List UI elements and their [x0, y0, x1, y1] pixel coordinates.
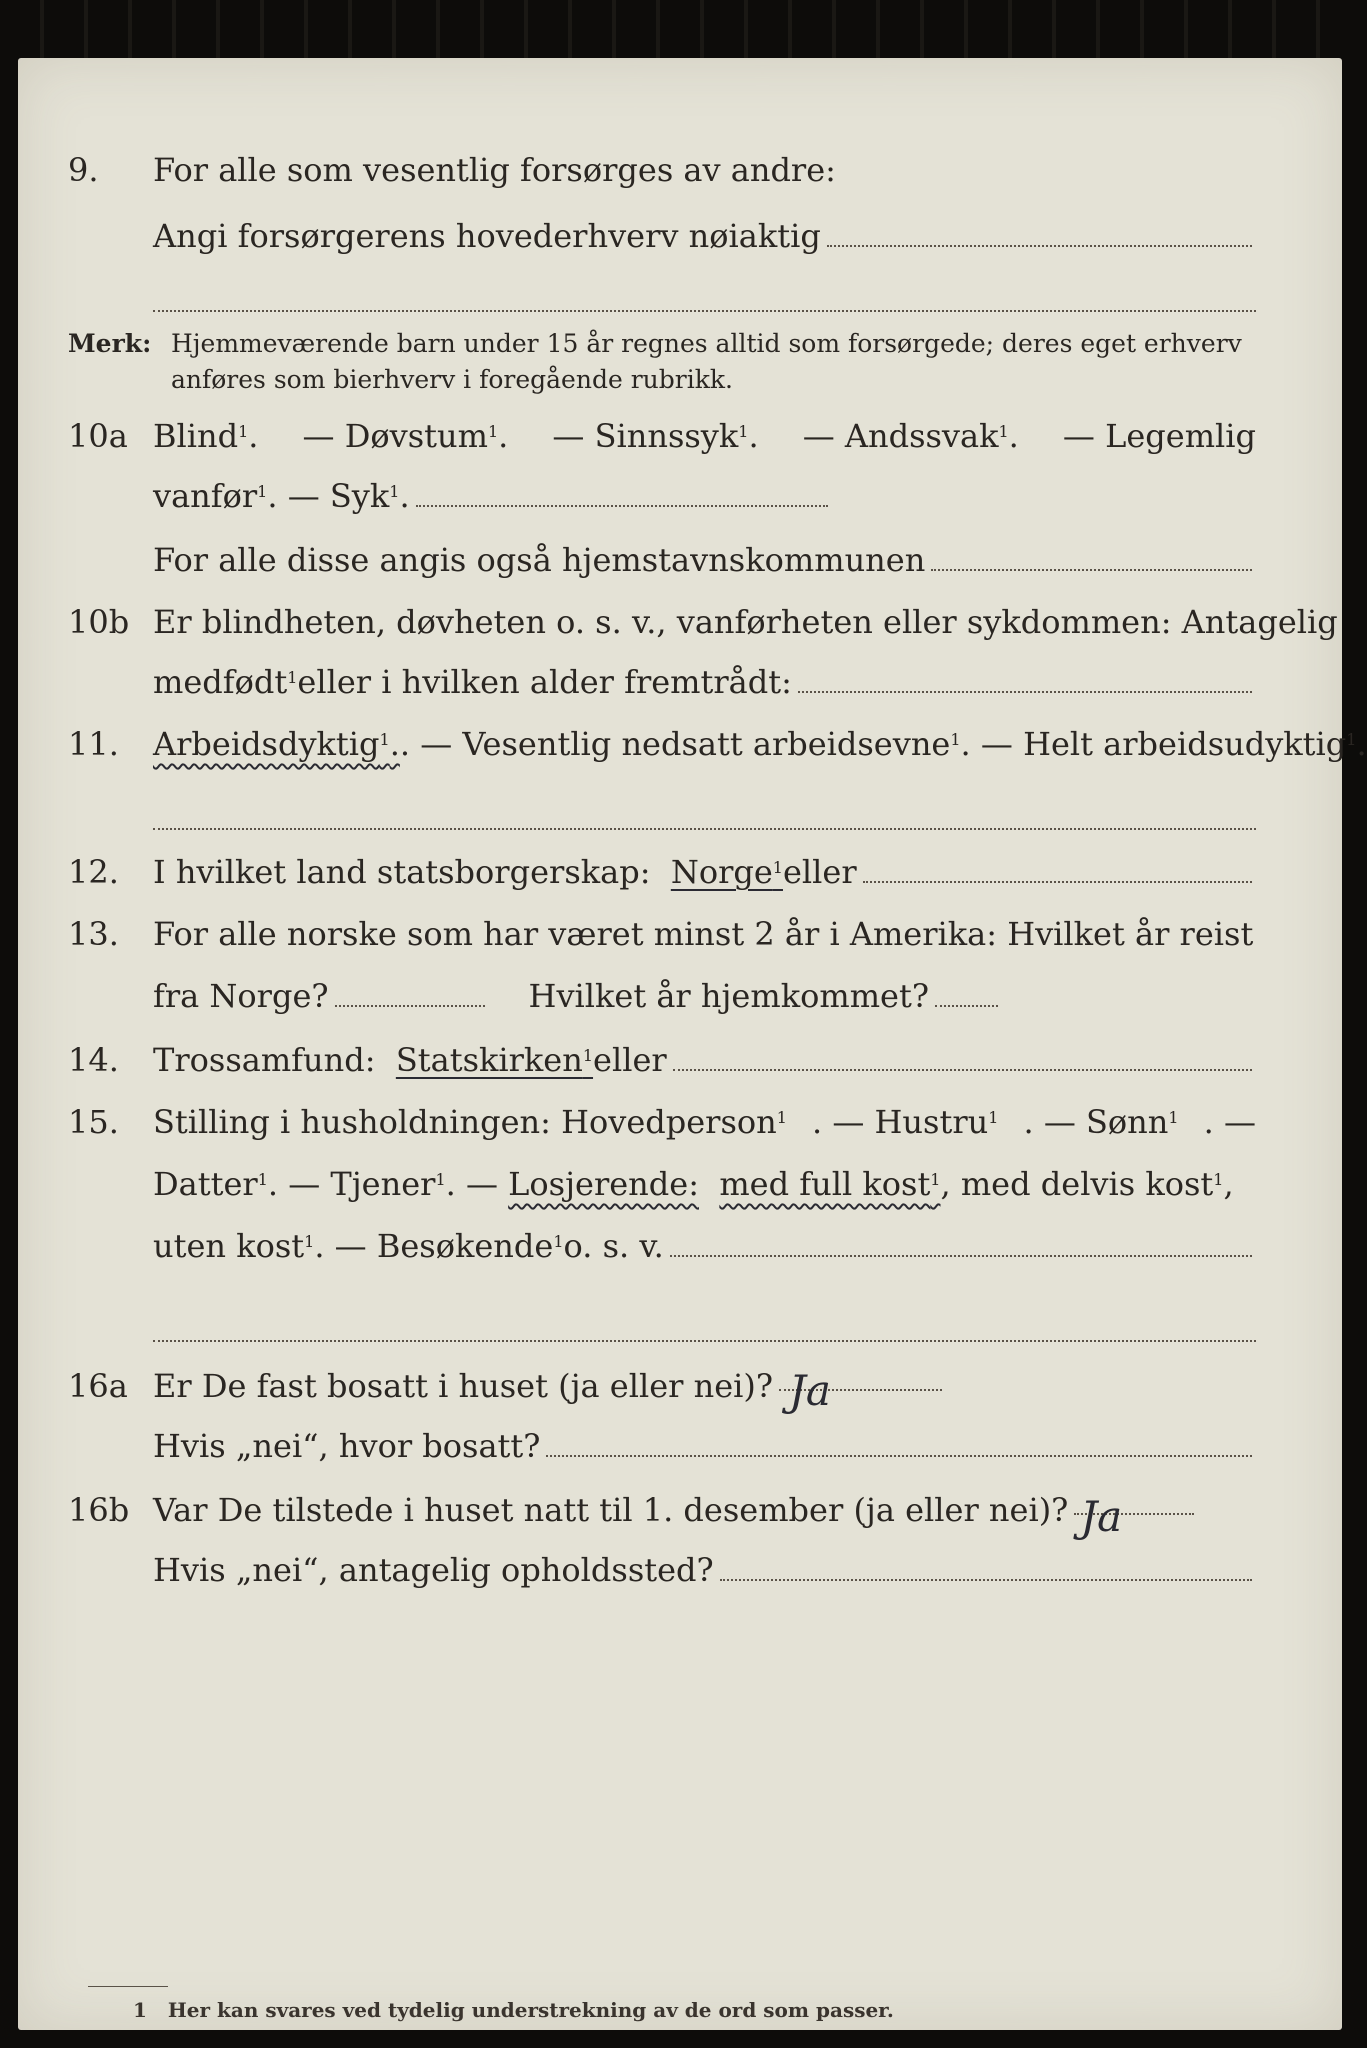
q15-osv: o. s. v. — [563, 1227, 664, 1265]
q14-text: Trossamfund: — [153, 1041, 376, 1079]
q12-number: 12. — [68, 853, 119, 891]
q12-opt-norge-selected[interactable]: Norge$^1$ — [670, 853, 783, 891]
q11-opt-arbeidsdyktig-selected[interactable]: Arbeidsdyktig$^1$. — [153, 725, 400, 763]
footnote-rule — [88, 1986, 168, 1987]
q14-opt-statskirken-selected[interactable]: Statskirken$^1$ — [395, 1041, 594, 1079]
q16b-line-1: Var De tilstede i huset natt til 1. desember (ja eller nei)? — [153, 1491, 1069, 1529]
q10a-syk-field[interactable] — [416, 505, 828, 507]
q13-number: 13. — [68, 915, 119, 953]
q9-extra-rule — [153, 310, 1256, 312]
q15-opt-losjerende-selected[interactable]: Losjerende: — [508, 1165, 699, 1203]
q10a-options — [153, 416, 1256, 456]
q15-sep: . — — [445, 1165, 509, 1203]
q15-opt-sonn[interactable]: . — Sønn$^1$ — [1023, 1103, 1179, 1141]
q10a-opt-legemlig[interactable]: — Legemlig — [1062, 417, 1256, 455]
q13-hjemkommet-label: Hvilket år hjemkommet? — [528, 977, 929, 1015]
q15-dash: . — — [1203, 1103, 1256, 1141]
q16a-bosatt-field[interactable] — [546, 1455, 1252, 1457]
q9-line-2: Angi forsørgerens hovederhverv nøiaktig — [153, 217, 821, 255]
q11-opt-nedsatt[interactable]: . — Vesentlig nedsatt arbeidsevne$^1$ — [399, 725, 961, 763]
q13-hjemkommet-field[interactable] — [935, 1005, 998, 1007]
q15-comma: , — [1223, 1165, 1234, 1203]
q9-answer-field[interactable] — [827, 245, 1252, 247]
q15-extra-rule — [153, 1340, 1256, 1342]
q15-opt-datter[interactable]: Datter$^1$ — [153, 1165, 268, 1203]
q15-opt-delvis-kost[interactable]: , med delvis kost$^1$ — [940, 1165, 1224, 1203]
q16b-answer-field[interactable] — [1074, 1492, 1194, 1541]
q15-number: 15. — [68, 1103, 119, 1141]
q10b-alder-field[interactable] — [798, 691, 1252, 693]
q16a-line-1: Er De fast bosatt i huset (ja eller nei)? — [153, 1367, 774, 1405]
merk-label: Merk: — [68, 329, 152, 358]
q10a-hjemstavn-field[interactable] — [931, 569, 1252, 571]
q10a-line-3: For alle disse angis også hjemstavnskommunen — [153, 541, 926, 579]
q12-tail: eller — [782, 853, 857, 891]
q15-opt-hovedperson[interactable]: Stilling i husholdningen: Hovedperson$^1$ — [153, 1103, 787, 1141]
footnote-text: Her kan svares ved tydelig understrekning av de ord som passer. — [167, 1998, 894, 2022]
q13-reist-label: fra Norge? — [153, 977, 329, 1015]
q16a-handwritten-answer: Ja — [789, 1366, 831, 1415]
q14-number: 14. — [68, 1041, 119, 1079]
q16a-number: 16a — [68, 1367, 128, 1405]
scan-top-edge — [0, 0, 1356, 58]
q11-number: 11. — [68, 725, 119, 763]
q10b-number: 10b — [68, 603, 130, 641]
q10a-opt-syk[interactable]: . — Syk$^1$. — [267, 477, 410, 515]
q10a-opt-dovstum[interactable]: — Døvstum$^1$. — [302, 417, 509, 455]
q16b-number: 16b — [68, 1491, 130, 1529]
q14-tail: eller — [593, 1041, 667, 1079]
merk-line-2: anføres som bierhverv i foregående rubrikk. — [171, 365, 733, 394]
q15-opt-uten-kost[interactable]: uten kost$^1$ — [153, 1227, 315, 1265]
q16a-line-2: Hvis „nei“, hvor bosatt? — [153, 1427, 541, 1465]
q15-opt-tjener[interactable]: . — Tjener$^1$ — [267, 1165, 446, 1203]
q15-opt-hustru[interactable]: . — Hustru$^1$ — [812, 1103, 999, 1141]
q16b-opholdssted-field[interactable] — [720, 1579, 1252, 1581]
footnote-mark: 1 — [133, 1998, 147, 2022]
q12-text: I hvilket land statsborgerskap: — [153, 853, 651, 891]
q11-options — [153, 724, 1367, 764]
census-form-page — [18, 58, 1367, 2030]
q13-reist-field[interactable] — [335, 1005, 485, 1007]
q16a-answer-field[interactable] — [779, 1366, 942, 1415]
q9-number: 9. — [68, 151, 99, 189]
q16b-handwritten-answer: Ja — [1080, 1492, 1123, 1541]
q10b-opt-medfodt[interactable]: medfødt$^1$ — [153, 663, 298, 701]
q15-line-1 — [153, 1102, 1256, 1142]
q15-opt-full-kost-selected[interactable]: med full kost$^1$ — [719, 1165, 941, 1203]
q10b-line-2: eller i hvilken alder fremtrådt: — [297, 663, 792, 701]
q11-extra-rule — [153, 828, 1256, 830]
q15-opt-besokende[interactable]: . — Besøkende$^1$ — [314, 1227, 564, 1265]
q14-answer-field[interactable] — [673, 1069, 1252, 1071]
q10a-opt-andssvak[interactable]: — Andssvak$^1$. — [802, 417, 1019, 455]
q10a-opt-sinnssyk[interactable]: — Sinnssyk$^1$. — [552, 417, 759, 455]
q9-line-1: For alle som vesentlig forsørges av andre: — [153, 151, 836, 189]
q12-answer-field[interactable] — [863, 881, 1252, 883]
q10b-line-1: Er blindheten, døvheten o. s. v., vanførheten eller sykdommen: Antagelig — [153, 603, 1338, 641]
footnote — [133, 1998, 894, 2022]
merk-line-1: Hjemmeværende barn under 15 år regnes alltid som forsørgede; deres eget erhverv — [171, 329, 1242, 358]
q15-answer-field[interactable] — [670, 1255, 1252, 1257]
q13-line-1: For alle norske som har været minst 2 år i Amerika: Hvilket år reist — [153, 915, 1254, 953]
q16b-line-2: Hvis „nei“, antagelig opholdssted? — [153, 1551, 714, 1589]
q10a-number: 10a — [68, 417, 128, 455]
q10a-opt-blind[interactable]: Blind$^1$. — [153, 417, 259, 455]
q11-opt-udyktig[interactable]: . — Helt arbeidsudyktig$^1$. — [960, 725, 1367, 763]
q10a-opt-vanfor[interactable]: vanfør$^1$ — [153, 477, 268, 515]
q15-line-2 — [153, 1164, 1256, 1204]
